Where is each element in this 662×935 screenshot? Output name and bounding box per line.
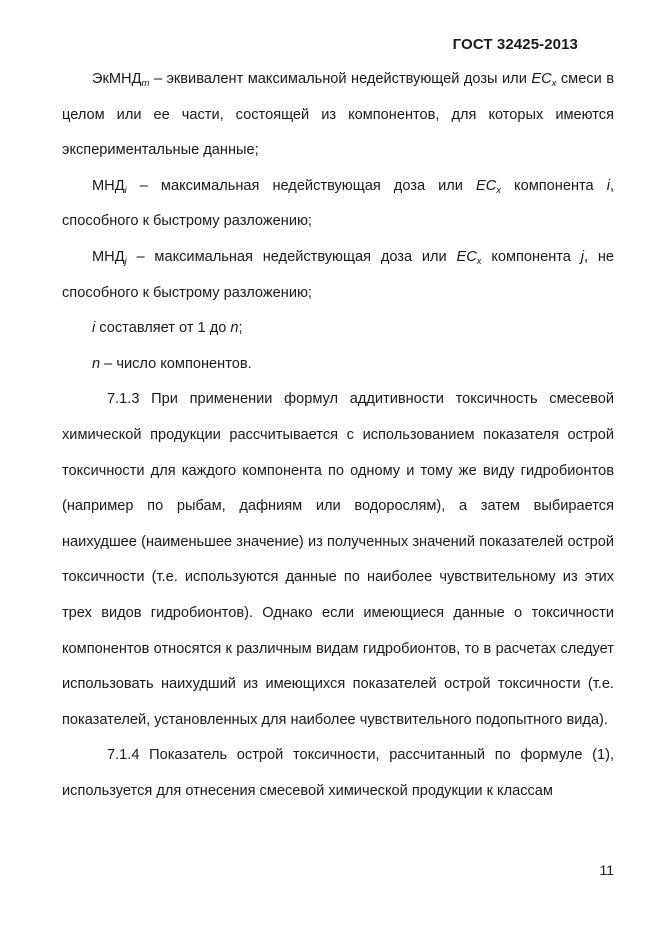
definition-mnd-j [62,240,614,311]
definition-text: компонента [501,177,607,194]
range-text: составляет от 1 до [95,320,231,337]
symbol-mnd: МНД [92,248,125,265]
symbol-mnd: МНД [92,177,125,194]
definition-text: смеси в целом или ее части, состоящей из компонентов, для которых имеются экспериментальные данные; [62,71,614,159]
variable-i: i [92,320,96,337]
symbol-ec: EC [531,71,552,87]
subscript-x: x [551,78,557,89]
definition-text: – эквивалент максимальной недействующей дозы или [149,71,532,87]
range-tail: ; [238,320,243,337]
section-7-1-4: 7.1.4 Показатель острой токсичности, рассчитанный по формуле (1), используется для отнесения смесевой химической продукции к классам [62,747,614,799]
definition-ekmnd [62,62,614,169]
document-header: ГОСТ 32425-2013 [452,36,578,53]
section-7-1-3: 7.1.3 При применении формул аддитивности токсичность смесевой химической продукции рассчитывается с использованием показателя острой токсичности для каждого компонента по одному и тому же виду гидробионтов (например по рыбам, дафниям или водорослям), а затем выбирается наихудшее (наименьшее значение) из полученных значений показателей острой токсичности (т.е. используются данные по наиболее чувствительному из этих трех видов гидробионтов). Однако если имеющиеся данные о токсичности компонентов относятся к различным видам гидробионтов, то в расчетах следует использовать наихудший из имеющихся показателей острой токсичности (т.е. показателей, установленных для наиболее чувствительного подопытного вида). [62,391,614,728]
definition-text: , способного к быстрому разложению; [62,177,614,230]
definition-text: – максимальная недействующая доза или [126,248,457,265]
page-number: 11 [599,862,614,878]
subscript-i: i [124,184,127,196]
range-line [62,311,614,347]
definition-text: , не способного к быстрому разложению; [62,248,614,301]
subscript-m: m [141,78,150,89]
variable-i: i [606,177,610,194]
variable-n: n [92,355,101,372]
variable-n: n [230,320,239,337]
definition-text: компонента [481,248,581,265]
n-definition-line [62,347,614,383]
symbol-ec: EC [456,248,477,265]
subscript-j: j [124,255,127,267]
symbol-ec: EC [475,177,497,194]
page-body [62,62,614,809]
definition-mnd-i [62,169,614,240]
subscript-x: x [476,255,482,267]
subscript-x: x [496,184,502,196]
variable-j: j [580,248,584,265]
symbol-ekmnd: ЭкМНД [92,71,142,87]
definition-text: – максимальная недействующая доза или [126,177,476,194]
n-text: – число компонентов. [100,355,252,372]
